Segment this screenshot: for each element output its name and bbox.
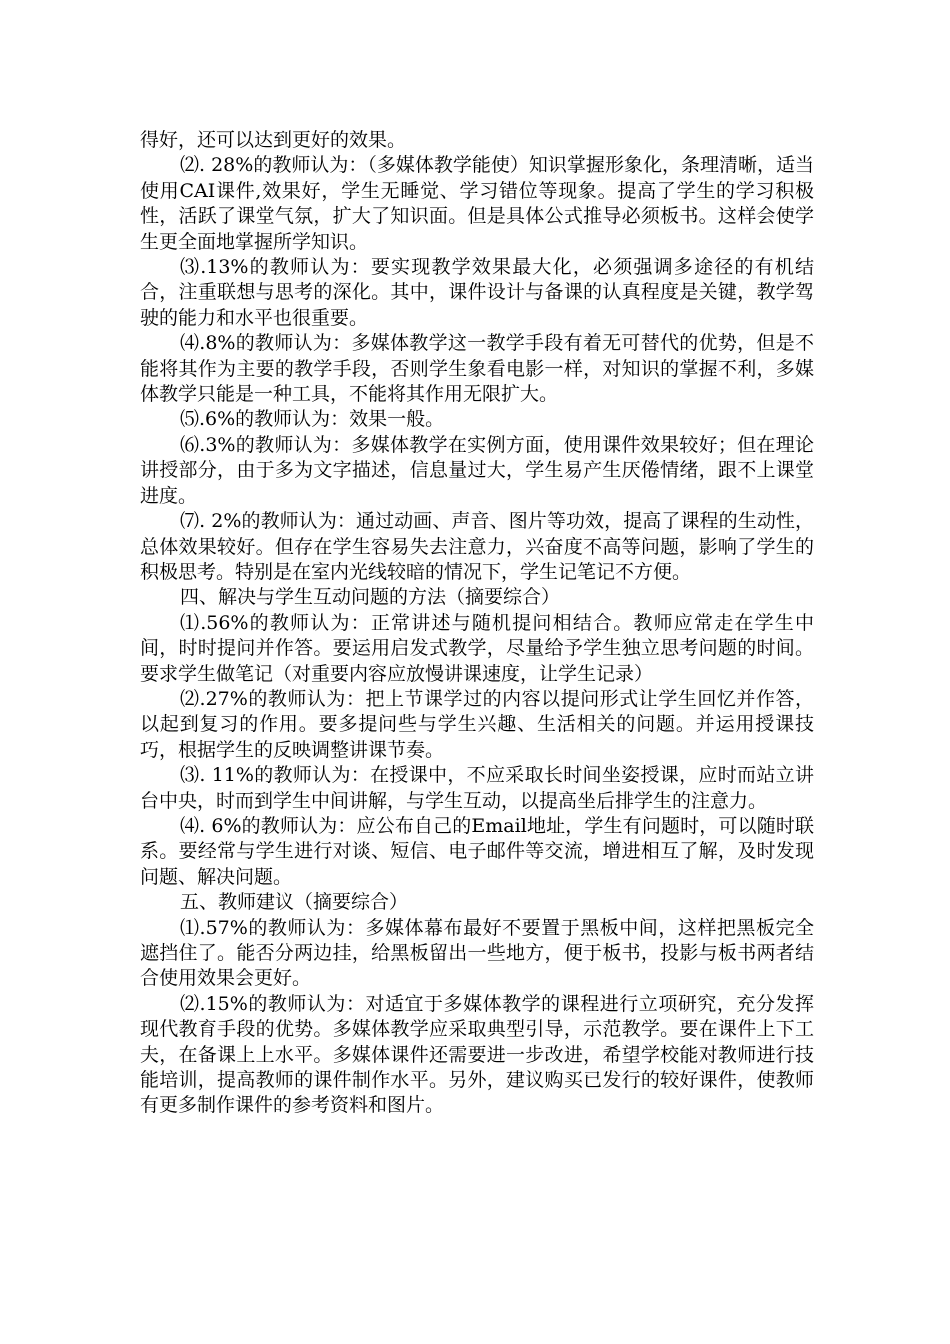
section-heading-interaction: 四、解决与学生互动问题的方法（摘要综合）: [180, 586, 561, 609]
paragraph-effect-item-3: ⑶.13%的教师认为：要实现教学效果最大化，必须强调多途径的有机结合，注重联想与思考的深化。其中，课件设计与备课的认真程度是关键，教学驾驶的能力和水平也很重要。: [140, 256, 814, 329]
paragraph-effect-item-4: ⑷.8%的教师认为：多媒体教学这一教学手段有着无可替代的优势，但是不能将其作为主要的教学手段，否则学生象看电影一样，对知识的掌握不利，多媒体教学只能是一种工具，不能将其作用无限扩大。: [140, 332, 814, 406]
paragraph-effect-item-7: ⑺. 2%的教师认为：通过动画、声音、图片等功效，提高了课程的生动性，总体效果较好。但存在学生容易失去注意力，兴奋度不高等问题，影响了学生的积极思考。特别是在室内光线较暗的情况下，学生记笔记不方便。: [140, 510, 814, 583]
section-heading-suggestions: 五、教师建议（摘要综合）: [180, 891, 409, 914]
paragraph-suggestion-item-1: ⑴.57%的教师认为：多媒体幕布最好不要置于黑板中间，这样把黑板完全遮挡住了。能否分两边挂，给黑板留出一些地方，便于板书，投影与板书两者结合使用效果会更好。: [140, 916, 814, 990]
paragraph-effect-item-2: ⑵. 28%的教师认为：（多媒体教学能使）知识掌握形象化，条理清晰，适当使用CAI课件,效果好，学生无睡觉、学习错位等现象。提高了学生的学习积极性，活跃了课堂气氛，扩大了知识面。但是具体公式推导必须板书。这样会使学生更全面地掌握所学知识。: [140, 154, 814, 253]
paragraph-continuation: 得好，还可以达到更好的效果。: [140, 129, 407, 151]
paragraph-interaction-item-4: ⑷. 6%的教师认为：应公布自己的Email地址，学生有问题时，可以随时联系。要经常与学生进行对谈、短信、电子邮件等交流，增进相互了解，及时发现问题、解决问题。: [140, 814, 814, 888]
paragraph-interaction-item-1: ⑴.56%的教师认为：正常讲述与随机提问相结合。教师应常走在学生中间，时时提问并作答。要运用启发式教学，尽量给予学生独立思考问题的时间。要求学生做笔记（对重要内容应放慢讲课速度，让学生记录）: [140, 611, 814, 685]
document-body: [140, 128, 814, 1119]
paragraph-effect-item-6: ⑹.3%的教师认为：多媒体教学在实例方面，使用课件效果较好；但在理论讲授部分，由于多为文字描述，信息量过大，学生易产生厌倦情绪，跟不上课堂进度。: [140, 433, 814, 507]
paragraph-effect-item-5: ⑸.6%的教师认为：效果一般。: [180, 408, 445, 431]
paragraph-interaction-item-2: ⑵.27%的教师认为：把上节课学过的内容以提问形式让学生回忆并作答，以起到复习的作用。要多提问些与学生兴趣、生活相关的问题。并运用授课技巧，根据学生的反映调整讲课节奏。: [140, 687, 814, 761]
paragraph-suggestion-item-2: ⑵.15%的教师认为：对适宜于多媒体教学的课程进行立项研究，充分发挥现代教育手段的优势。多媒体教学应采取典型引导，示范教学。要在课件上下工夫，在备课上上水平。多媒体课件还需要进一步改进，希望学校能对教师进行技能培训，提高教师的课件制作水平。另外，建议购买已发行的较好课件，使教师有更多制作课件的参考资料和图片。: [140, 992, 814, 1117]
paragraph-interaction-item-3: ⑶. 11%的教师认为：在授课中，不应采取长时间坐姿授课，应时而站立讲台中央，时而到学生中间讲解，与学生互动，以提高坐后排学生的注意力。: [140, 764, 814, 812]
